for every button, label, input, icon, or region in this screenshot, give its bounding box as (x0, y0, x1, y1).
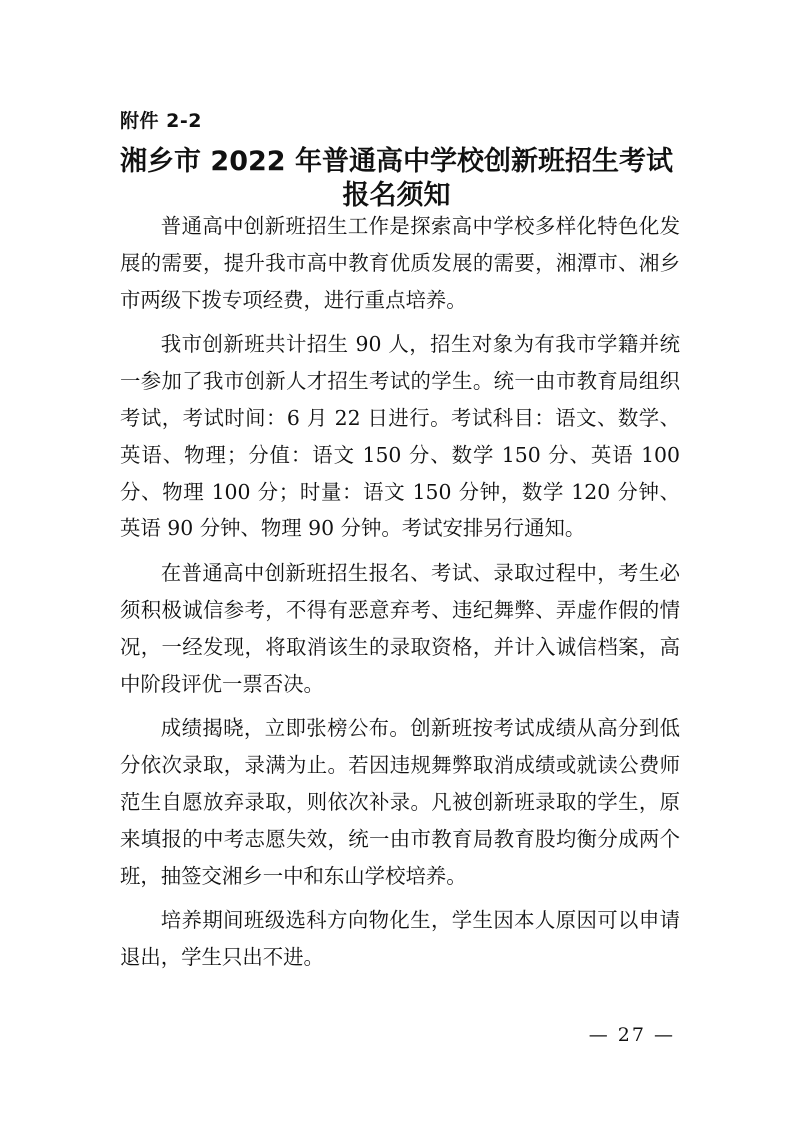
paragraph-training: 培养期间班级选科方向物化生，学生因本人原因可以申请退出，学生只出不进。 (120, 908, 680, 970)
document-title-line-2: 报名须知 (342, 180, 451, 211)
paragraph-admission: 成绩揭晓，立即张榜公布。创新班按考试成绩从高分到低分依次录取，录满为止。若因违规舞弊取消成绩或就读公费师范生自愿放弃录取，则依次补录。凡被创新班录取的学生，原来填报的中考志愿失效，统一由市教育局教育股均衡分成两个班，抽签交湘乡一中和东山学校培养。 (120, 716, 680, 888)
paragraph-exam-details: 我市创新班共计招生 90 人，招生对象为有我市学籍并统一参加了我市创新人才招生考试的学生。统一由市教育局组织考试，考试时间：6 月 22 日进行。考试科目：语文、数学、英语、物理；分值：语文 150 分、数学 150 分、英语 100 分、物理 100 分；时量：语文 150 分钟，数学 120 分钟、英语 90 分钟、物理 90 分钟。考试安排另行通知。 (120, 332, 680, 541)
paragraph-integrity: 在普通高中创新班招生报名、考试、录取过程中，考生必须积极诚信参考，不得有恶意弃考、违纪舞弊、弄虚作假的情况，一经发现，将取消该生的录取资格，并计入诚信档案，高中阶段评优一票否决。 (120, 561, 680, 696)
attachment-label: 附件 2-2 (120, 110, 202, 132)
paragraph-purpose: 普通高中创新班招生工作是探索高中学校多样化特色化发展的需要，提升我市高中教育优质发展的需要，湘潭市、湘乡市两级下拨专项经费，进行重点培养。 (120, 214, 680, 312)
document-body (120, 208, 680, 984)
document-title-line-1: 湘乡市 2022 年普通高中学校创新班招生考试 (120, 146, 673, 177)
page-number: — 27 — (588, 1024, 675, 1046)
